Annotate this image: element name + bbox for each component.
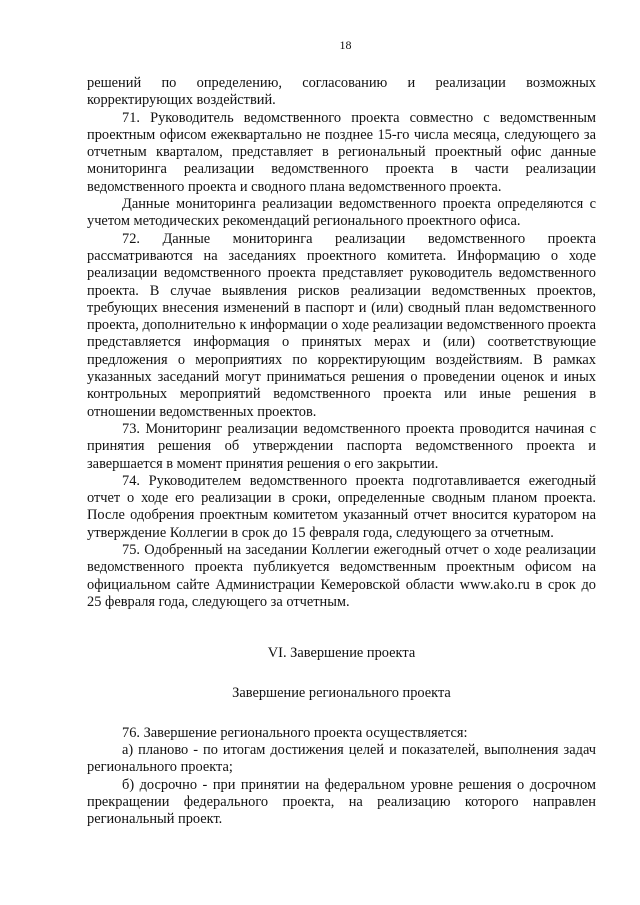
paragraph-76: 76. Завершение регионального проекта осуществляется: — [122, 724, 468, 741]
paragraph-continuation: решений по определению, согласованию и реализации возможных корректирующих воздействий. — [87, 75, 596, 109]
paragraph-74: 74. Руководителем ведомственного проекта подготавливается ежегодный отчет о ходе его реализации в сроки, определенные сводным планом проекта. После одобрения проектным комитетом указанный отчет вносится куратором на утверждение Коллегии в срок до 15 февраля года, следующего за отчетным. — [87, 472, 596, 541]
paragraph-71-note: Данные мониторинга реализации ведомственного проекта определяются с учетом методических рекомендаций регионального проектного офиса. — [87, 196, 596, 230]
page-number: 18 — [339, 38, 352, 52]
document-body — [87, 75, 596, 829]
paragraph-71: 71. Руководитель ведомственного проекта совместно с ведомственным проектным офисом ежеквартально не позднее 15-го числа месяца, следующего за отчетным кварталом, представляет в региональный проектный офис данные мониторинга реализации ведомственного проекта в части реализации ведомственного проекта и сводного плана ведомственного проекта. — [87, 109, 596, 195]
paragraph-73: 73. Мониторинг реализации ведомственного проекта проводится начиная с принятия решения об утверждении паспорта ведомственного проекта и завершается в момент принятия решения о его закрытии. — [87, 420, 596, 472]
paragraph-76-a: а) планово - по итогам достижения целей и показателей, выполнения задач регионального проекта; — [87, 742, 596, 776]
section-title: VI. Завершение проекта — [267, 645, 416, 662]
paragraph-75: 75. Одобренный на заседании Коллегии ежегодный отчет о ходе реализации ведомственного проекта публикуется ведомственным проектным офисом на официальном сайте Администрации Кемеровской области www.ako.ru в срок до 25 февраля года, следующего за отчетным. — [87, 542, 596, 610]
paragraph-76-b: б) досрочно - при принятии на федеральном уровне решения о досрочном прекращении федерального проекта, на реализацию которого направлен региональный проект. — [87, 776, 596, 828]
paragraph-72: 72. Данные мониторинга реализации ведомственного проекта рассматриваются на заседаниях проектного комитета. Информацию о ходе реализации ведомственного проекта представляет руководитель ведомственного проекта. В случае выявления рисков реализации ведомственных проектов, требующих внесения изменений в паспорт и (или) сводный план ведомственного проекта, дополнительно к информации о ходе реализации ведомственного проекта представляется информация о принятых мерах и (или) соответствующие предложения о мероприятиях по корректирующим воздействиям. В рамках указанных заседаний могут приниматься решения о проведении оценок и иных контрольных мероприятий ведомственного проекта или иные решения в отношении ведомственных проектов. — [87, 230, 596, 420]
subsection-title: Завершение регионального проекта — [232, 684, 451, 701]
